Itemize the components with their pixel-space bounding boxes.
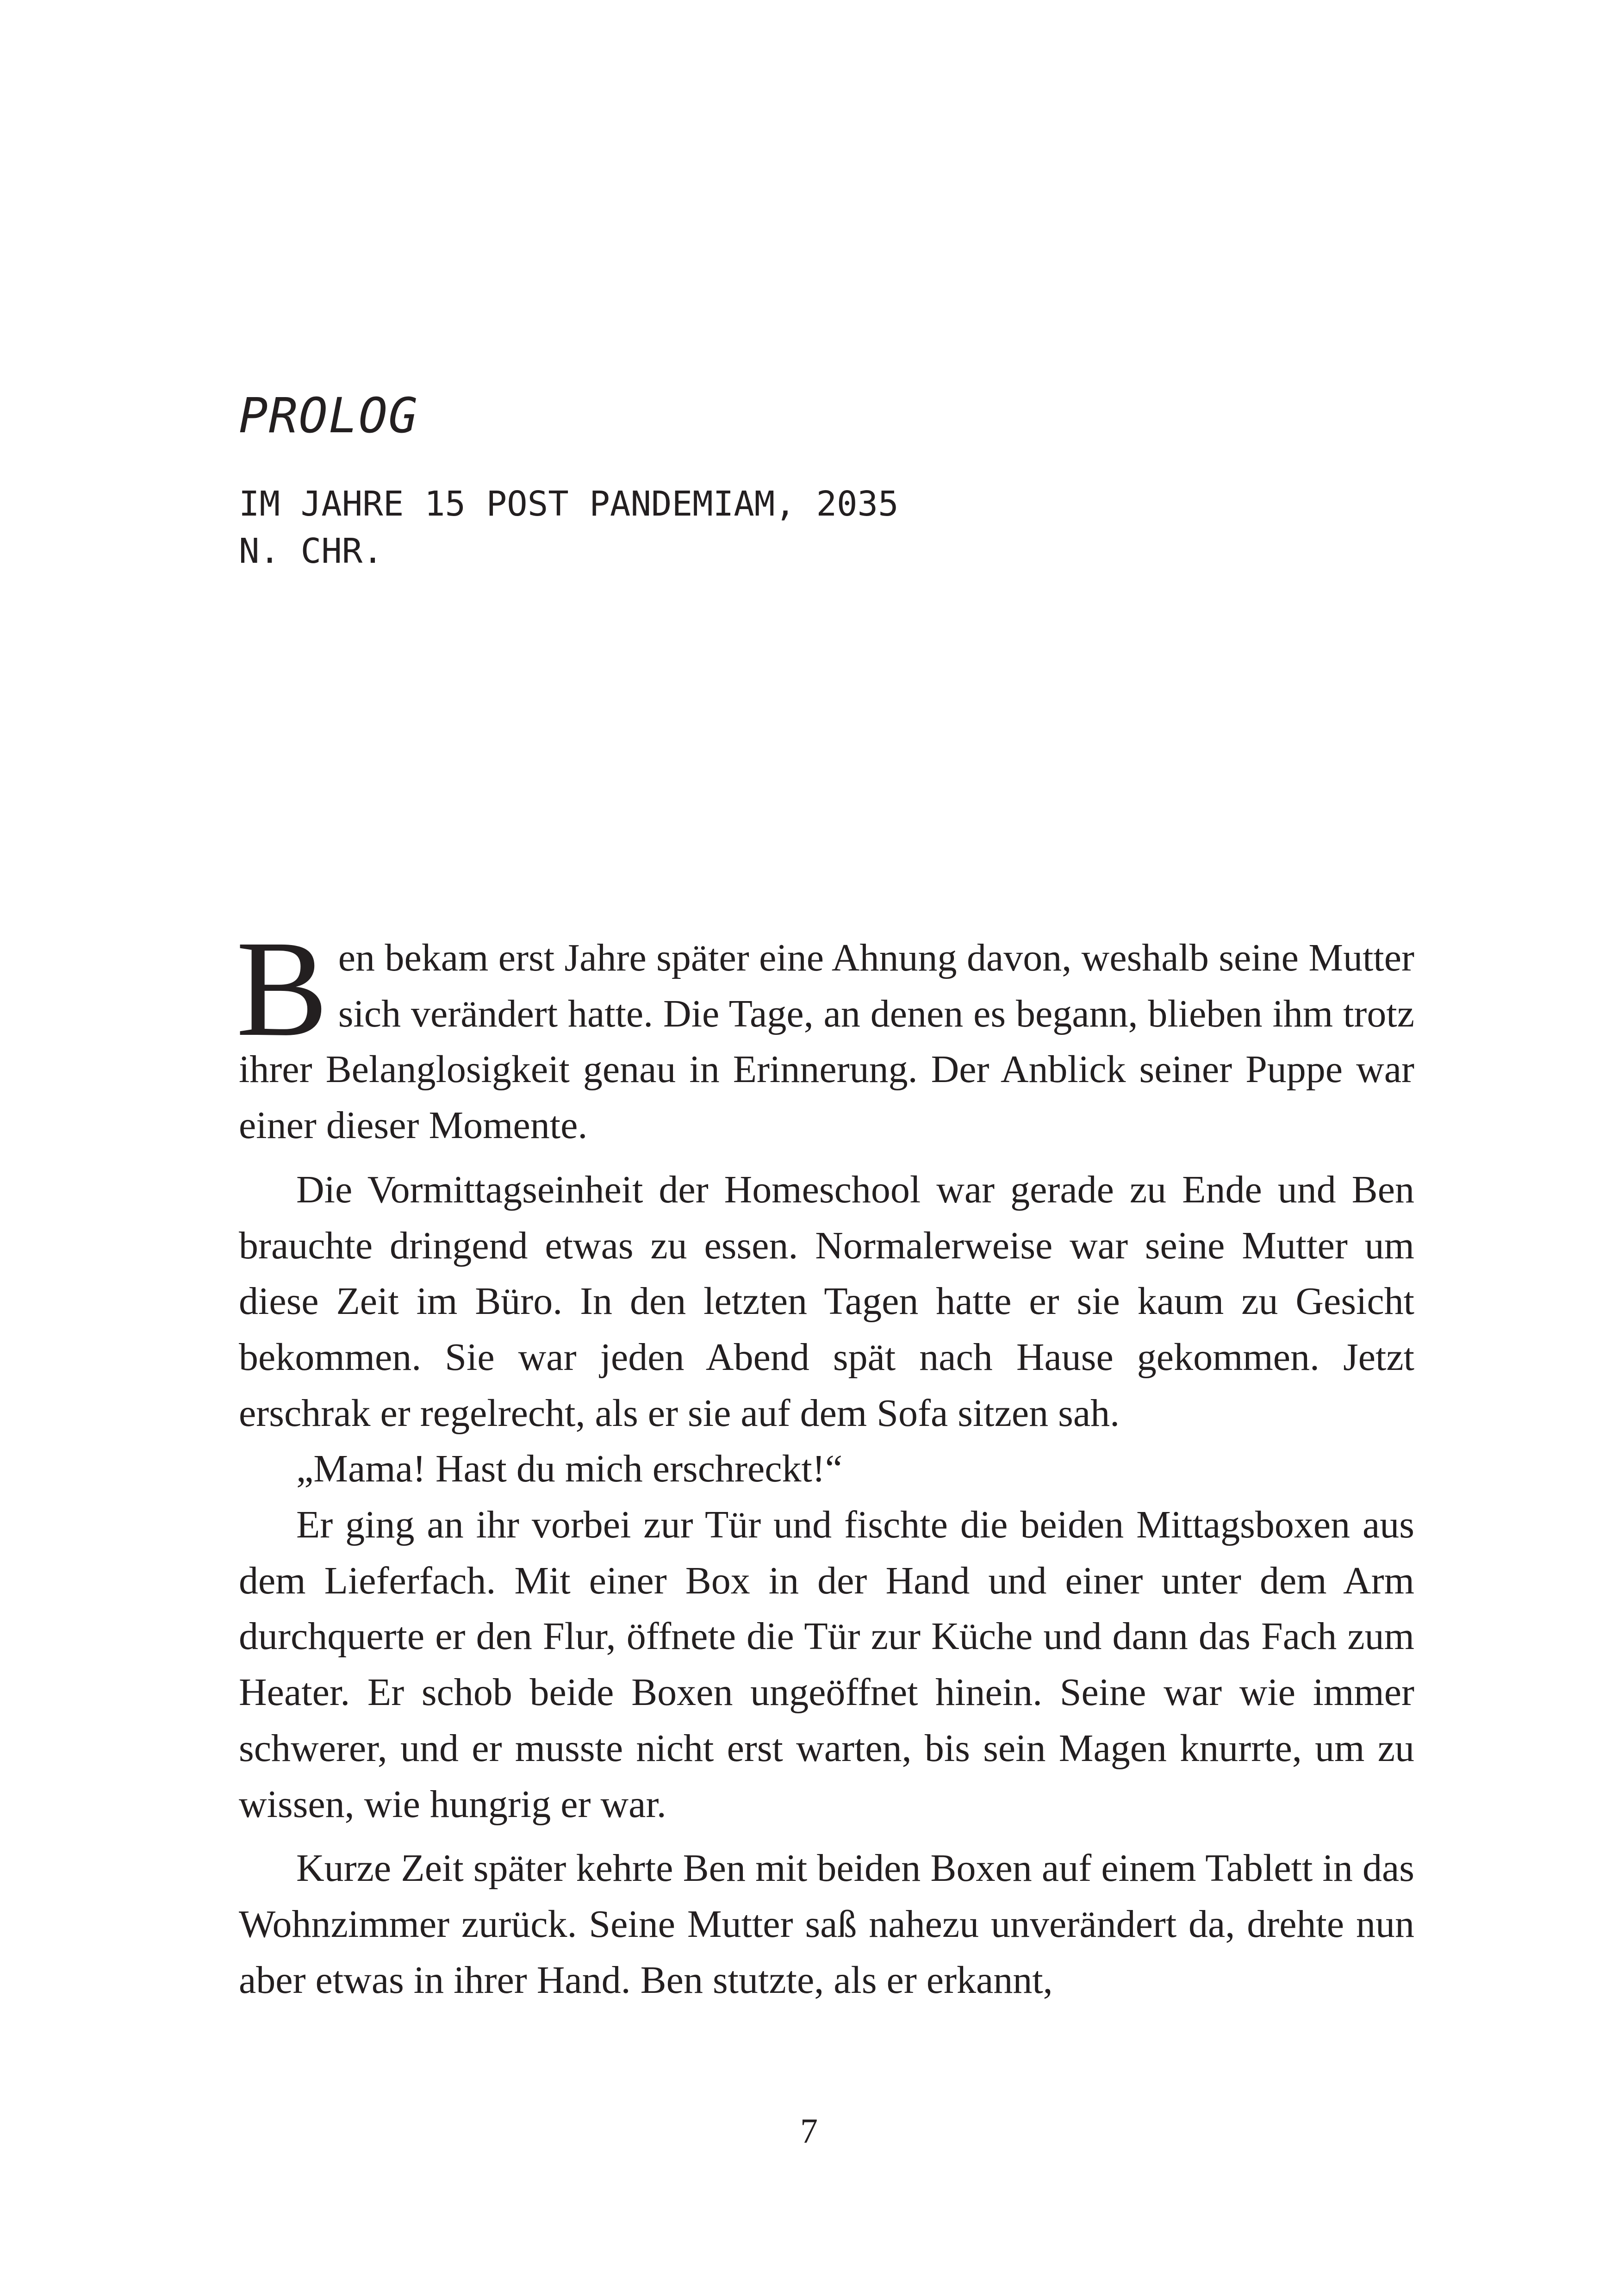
paragraph-1-text: en bekam erst Jahre später eine Ahnung davon, weshalb seine Mutter sich verändert hatte. Die Tage, an denen es begann, blieben ihm trotz ihrer Belanglosigkeit genau in Erinnerung. Der Anblick seiner Puppe war einer dieser Momente.: [239, 936, 1414, 1147]
page-number: 7: [800, 2112, 818, 2151]
paragraph-3: „Mama! Hast du mich erschreckt!“: [296, 1447, 843, 1491]
paragraph-4: Er ging an ihr vorbei zur Tür und fischte die beiden Mittagsboxen aus dem Lieferfach. Mit einer Box in der Hand und einer unter dem Arm durchquerte er den Flur, öffnete die Tür zur Küche und dann das Fach zum Heater. Er schob beide Boxen ungeöffnet hinein. Seine war wie immer schwerer, und er musste nicht erst warten, bis sein Magen knurrte, um zu wissen, wie hungrig er war.: [239, 1503, 1414, 1826]
drop-cap: B: [236, 912, 328, 1065]
paragraph-1: [236, 912, 1414, 1154]
chapter-subtitle: [239, 480, 899, 575]
chapter-title: PROLOG: [239, 387, 418, 444]
subtitle-line-1: IM JAHRE 15 POST PANDEMIAM, 2035: [239, 484, 899, 524]
body-text: [236, 912, 1414, 2008]
paragraph-5: Kurze Zeit später kehrte Ben mit beiden Boxen auf einem Tablett in das Wohnzimmer zurück. Seine Mutter saß nahezu unverändert da, drehte nun aber etwas in ihrer Hand. Ben stutzte, als er erkannt,: [239, 1847, 1414, 2002]
subtitle-line-2: N. CHR.: [239, 531, 383, 571]
paragraph-2: Die Vormittagseinheit der Homeschool war gerade zu Ende und Ben brauchte dringend etwas zu essen. Normalerweise war seine Mutter um diese Zeit im Büro. In den letzten Tagen hatte er sie kaum zu Gesicht bekommen. Sie war jeden Abend spät nach Hause gekommen. Jetzt erschrak er regelrecht, als er sie auf dem Sofa sitzen sah.: [239, 1168, 1414, 1435]
